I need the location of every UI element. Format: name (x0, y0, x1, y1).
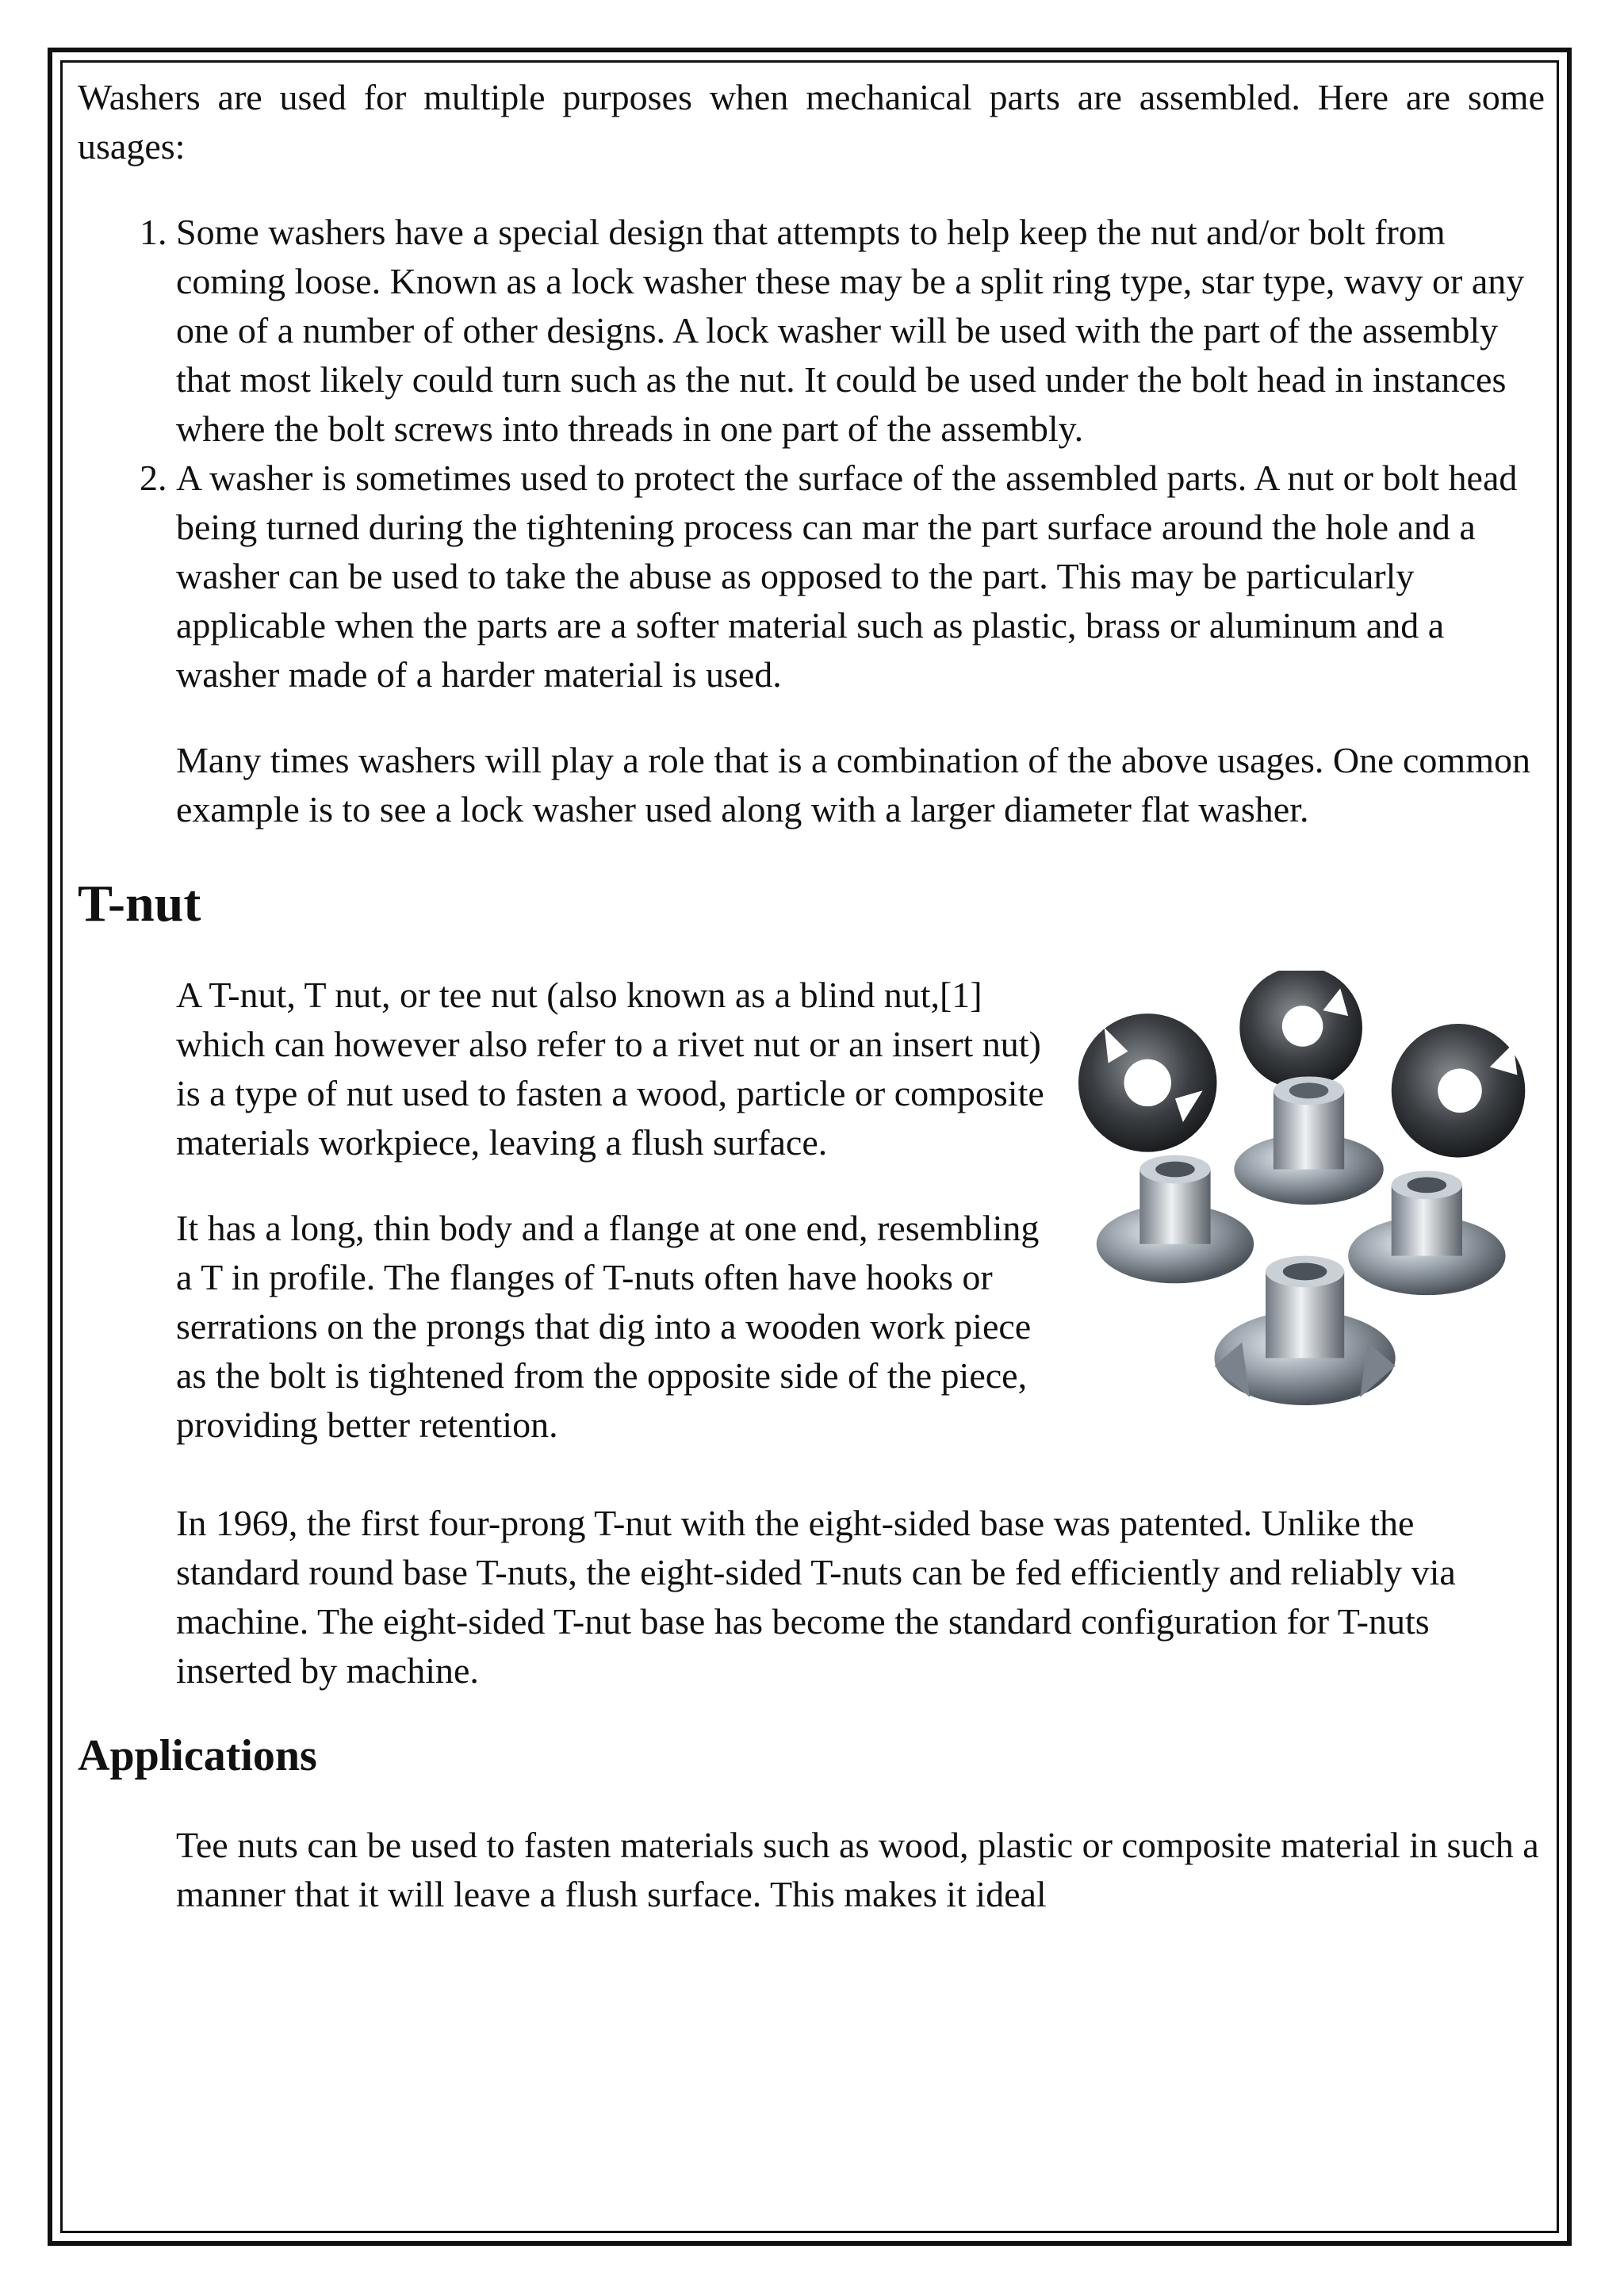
tnut-section (78, 971, 1545, 1462)
tnut-heading: T-nut (78, 875, 201, 933)
tnuts-photo (1073, 971, 1545, 1462)
tnut-paragraph-1: A T-nut, T nut, or tee nut (also known as a blind nut,[1] which can however also refer to a rivet nut or an insert nut) is a type of nut used to fasten a wood, particle or composite materials workpiece, leaving a flush surface. (176, 975, 1044, 1163)
tnut-flange-dark-center (1239, 971, 1362, 1089)
tnut-paragraph-2: It has a long, thin body and a flange at one end, resembling a T in profile. The flanges of T-nuts often have hooks or serrations on the prongs that dig into a wooden work piece as the bolt is tightened from the opposite side of the piece, providing better retention. (176, 1208, 1040, 1445)
page-content (78, 73, 1545, 2230)
list-item: 1. Some washers have a special design that attempts to help keep the nut and/or bolt from coming loose. Known as a lock washer these may be a split ring type, star type, wavy or any one of a number of other designs. A lock washer will be used with the part of the assembly that most likely could turn such as the nut. It could be used under the bolt head in instances where the bolt screws into threads in one part of the assembly. (176, 208, 1545, 454)
tnut-barrel-right (1348, 1170, 1505, 1295)
tnut-paragraph-3: In 1969, the first four-prong T-nut with the eight-sided base was patented. Unlike the standard round base T-nuts, the eight-sided T-nuts can be fed efficiently and reliably via machine. The eight-sided T-nut base has become the standard configuration for T-nuts inserted by machine. (176, 1503, 1456, 1691)
tnut-barrel-left (1097, 1155, 1254, 1284)
tnut-text-column (176, 971, 1057, 1462)
usages-list (78, 208, 1545, 699)
tnut-barrel-center (1234, 1076, 1383, 1205)
applications-paragraph: Tee nuts can be used to fasten materials such as wood, plastic or composite material in such a manner that it will leave a flush surface. This makes it ideal (176, 1825, 1539, 1914)
tnut-flange-dark-right (1392, 1024, 1526, 1158)
applications-heading: Applications (78, 1731, 317, 1780)
combination-paragraph: Many times washers will play a role that is a combination of the above usages. One common example is to see a lock washer used along with a larger diameter flat washer. (176, 740, 1530, 829)
intro-paragraph: Washers are used for multiple purposes when mechanical parts are assembled. Here are some usages: (78, 77, 1545, 167)
tnut-flange-dark-left (1078, 1013, 1217, 1152)
list-item: 2. A washer is sometimes used to protect the surface of the assembled parts. A nut or bolt head being turned during the tightening process can mar the part surface around the hole and a washer can be used to take the abuse as opposed to the part. This may be particularly applicable when the parts are a softer material such as plastic, brass or aluminum and a washer made of a harder material is used. (176, 454, 1545, 699)
